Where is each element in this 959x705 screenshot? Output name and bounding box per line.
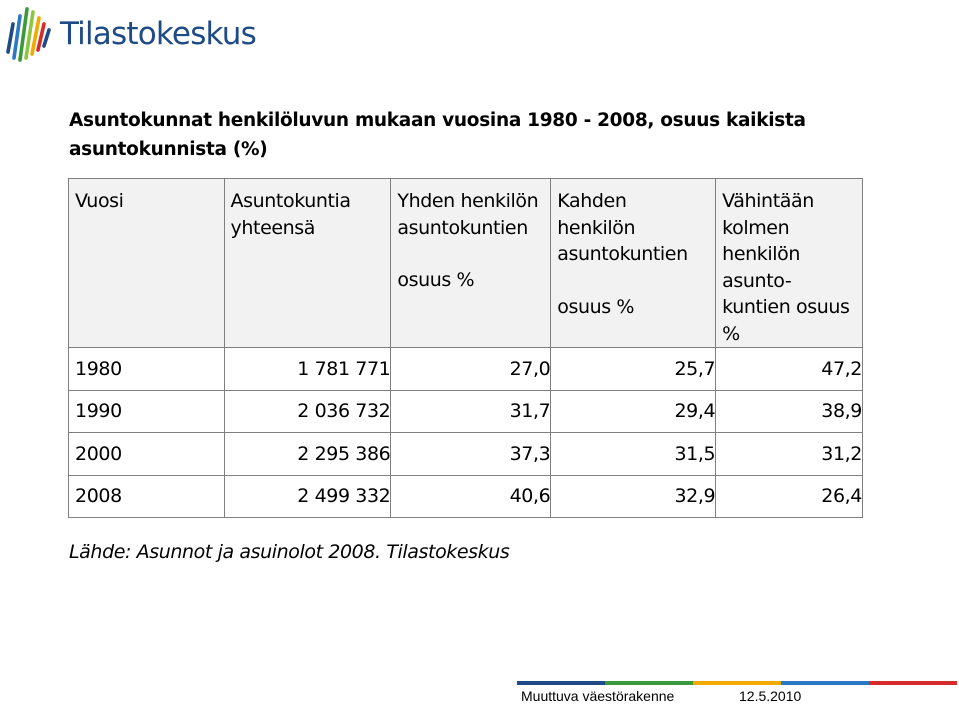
cell-total: 1 781 771 [224, 348, 391, 391]
source-note: Lähde: Asunnot ja asuinolot 2008. Tilastokeskus [69, 541, 510, 563]
cell-three-plus: 26,4 [716, 475, 863, 518]
footer-bar-segment [693, 681, 781, 685]
footer-bar-segment [869, 681, 957, 685]
cell-one-person: 37,3 [391, 433, 551, 476]
table-header-row [69, 179, 863, 348]
cell-three-plus: 31,2 [716, 433, 863, 476]
cell-total: 2 036 732 [224, 390, 391, 433]
cell-three-plus: 38,9 [716, 390, 863, 433]
table-row [69, 390, 863, 433]
table-row [69, 433, 863, 476]
footer-bar-segment [605, 681, 693, 685]
footer-bar-segment [781, 681, 869, 685]
footer-date: 12.5.2010 [739, 688, 802, 704]
footer-presentation-title: Muuttuva väestörakenne [521, 688, 675, 704]
cell-two-person: 32,9 [551, 475, 716, 518]
logo-text: Tilastokeskus [60, 16, 256, 52]
cell-one-person: 40,6 [391, 475, 551, 518]
cell-total: 2 499 332 [224, 475, 391, 518]
cell-three-plus: 47,2 [716, 348, 863, 391]
cell-year: 2000 [69, 433, 225, 476]
cell-year: 1980 [69, 348, 225, 391]
table-row [69, 348, 863, 391]
cell-two-person: 29,4 [551, 390, 716, 433]
cell-year: 1990 [69, 390, 225, 433]
cell-one-person: 27,0 [391, 348, 551, 391]
cell-year: 2008 [69, 475, 225, 518]
header-cell-one-person: Yhden henkilön asuntokuntien osuus % [391, 179, 551, 348]
logo-bars-icon [4, 4, 54, 62]
household-table [68, 178, 863, 518]
tilastokeskus-logo [4, 4, 254, 64]
cell-two-person: 25,7 [551, 348, 716, 391]
header-cell-year: Vuosi [69, 179, 225, 348]
footer-bar-segment [517, 681, 605, 685]
header-cell-total: Asuntokuntia yhteensä [224, 179, 391, 348]
header-cell-three-plus: Vähintään kolmen henkilön asunto-kuntien osuus % [716, 179, 863, 348]
cell-total: 2 295 386 [224, 433, 391, 476]
table-row [69, 475, 863, 518]
cell-two-person: 31,5 [551, 433, 716, 476]
page-title: Asuntokunnat henkilöluvun mukaan vuosina 1980 - 2008, osuus kaikista asuntokunnista (%) [69, 110, 806, 160]
cell-one-person: 31,7 [391, 390, 551, 433]
header-cell-two-person: Kahden henkilön asuntokuntien osuus % [551, 179, 716, 348]
footer-color-bar [517, 681, 957, 685]
